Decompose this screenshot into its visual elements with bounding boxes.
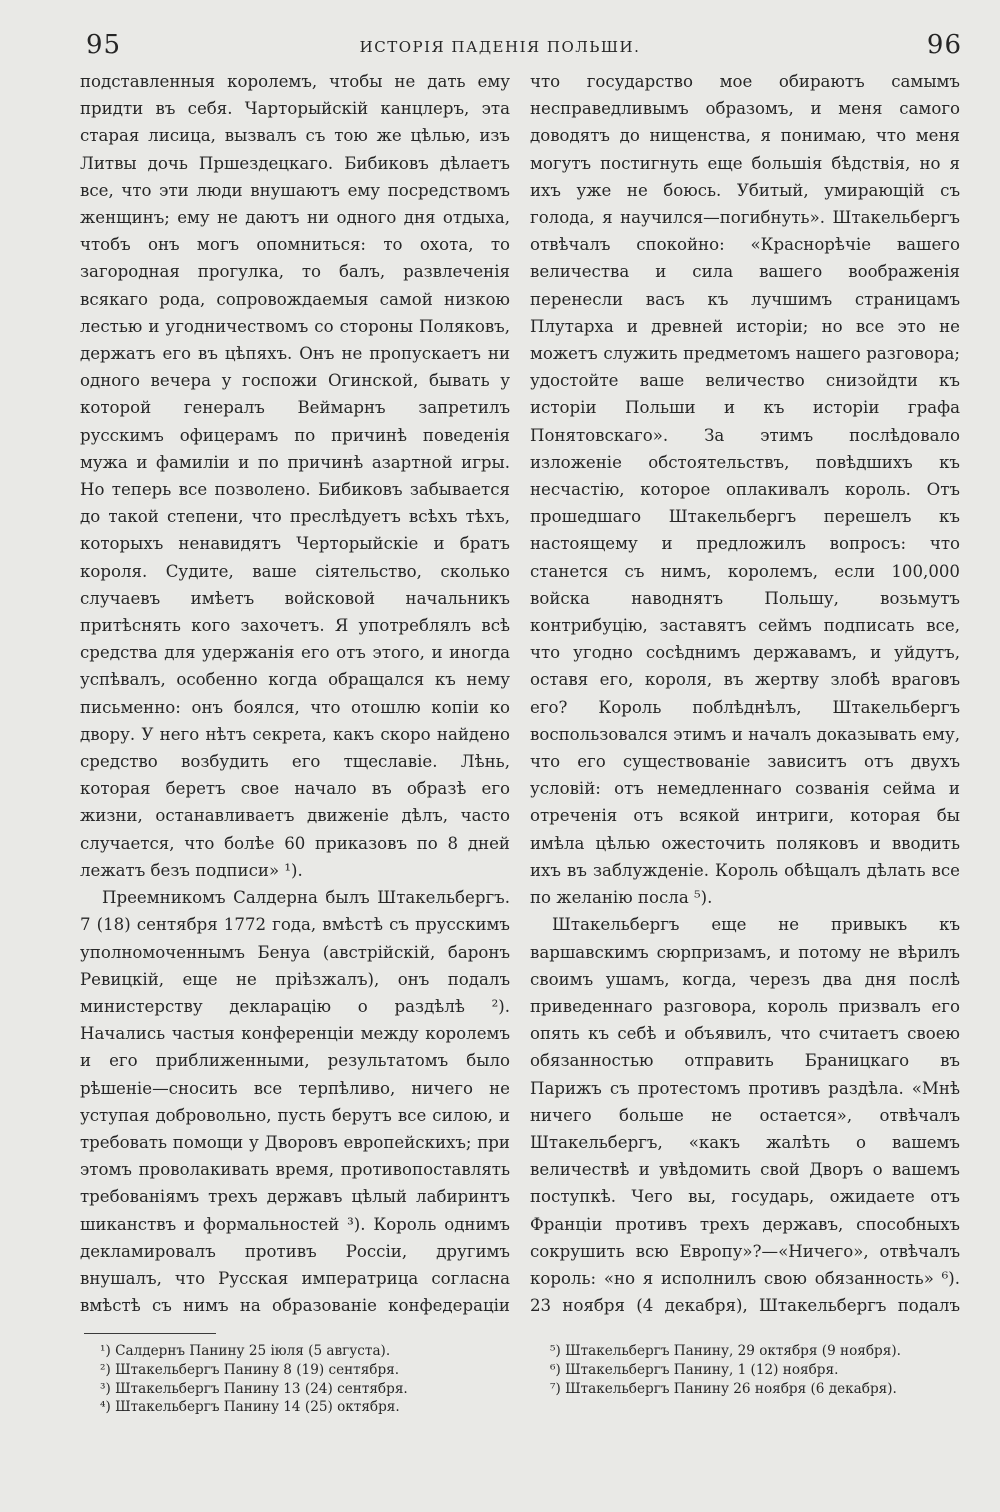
page-number-right: 96	[926, 30, 962, 60]
right-column-body	[530, 68, 960, 1323]
footnote: ⁶) Штакельбергъ Панину, 1 (12) ноября.	[550, 1361, 839, 1378]
paragraph: Штакельбергъ еще не привыкъ къ варшавскимъ сюрпризамъ, и потому не вѣрилъ своимъ ушамъ, когда, черезъ два дня послѣ приведеннаго разговора, король призвалъ его опять къ себѣ и объявилъ, что считаетъ своею обязанностью отправить Браницкаго въ Парижъ съ протестомъ противъ раздѣла. «Мнѣ ничего больше не остается», отвѣчалъ Штакельбергъ, «какъ жалѣть о вашемъ величествѣ и увѣдомить свой Дворъ о вашемъ поступкѣ. Чего вы, государь, ожидаете отъ Франціи противъ трехъ державъ, способныхъ сокрушить всю Европу»?—«Ничего», отвѣчалъ король: «но я исполнилъ свою обязанность» ⁶). 23 ноября (4 декабря), Штакельбергъ подалъ	[530, 915, 960, 1316]
page-number-left: 95	[86, 30, 122, 60]
footnotes-left	[80, 1342, 510, 1417]
footnote: ⁷) Штакельбергъ Панину 26 ноября (6 декабря).	[550, 1380, 897, 1397]
footnote: ⁵) Штакельбергъ Панину, 29 октября (9 ноября).	[550, 1343, 901, 1359]
footnote: ⁴) Штакельбергъ Панину 14 (25) октября.	[100, 1399, 400, 1416]
left-column-body	[80, 68, 510, 1323]
paragraph: что государство мое обираютъ самымъ несправедливымъ образомъ, и меня самого доводятъ до нищенства, я понимаю, что меня могутъ постигнуть еще большія бѣдствія, но я ихъ уже не боюсь. Убитый, умирающій съ голода, я научился—погибнуть». Штакельбергъ отвѣчалъ спокойно: «Краснорѣчіе вашего величества и сила вашего воображенія перенесли васъ къ лучшимъ страницамъ Плутарха и древней исторіи; но все это не можетъ служить предметомъ нашего разговора; удостойте ваше величество снизойдти къ исторіи Польши и къ исторіи графа Понятовскаго». За этимъ послѣдовало изложеніе обстоятельствъ, повѣдшихъ къ несчастію, которое оплакивалъ король. Отъ прошедшаго Штакельбергъ перешелъ къ настоящему и предложилъ вопросъ: что станется съ нимъ, королемъ, если 100,000 войска наводнятъ Польшу, возьмутъ контрибуцію, заставятъ сеймъ подписать все, что угодно сосѣднимъ державамъ, и уйдутъ, оставя его, короля, въ жертву злобѣ враговъ его? Король поблѣднѣлъ, Штакельбергъ воспользовался этимъ и началъ доказывать ему, что его существованіе зависитъ отъ двухъ условій: отъ немедленнаго созванія сейма и отреченія отъ всякой интриги, которая бы имѣла цѣлью ожесточить поляковъ и вводить ихъ въ заблужденіе. Король обѣщалъ дѣлать все по желанію посла ⁵).	[530, 72, 960, 908]
footnote: ¹) Салдернъ Панину 25 іюля (5 августа).	[100, 1343, 391, 1359]
running-head: ИСТОРІЯ ПАДЕНІЯ ПОЛЬШИ.	[359, 38, 641, 56]
left-column	[80, 68, 510, 1508]
footnote-spacer	[530, 1323, 960, 1342]
footnote-rule	[84, 1333, 216, 1334]
paragraph: подставленныя королемъ, чтобы не дать ему придти въ себя. Чарторыйскій канцлеръ, эта старая лисица, вызвалъ съ тою же цѣлью, изъ Литвы дочь Пршездецкаго. Бибиковъ дѣлаетъ все, что эти люди внушаютъ ему посредствомъ женщинъ; ему не даютъ ни одного дня отдыха, чтобъ онъ могъ опомниться: то охота, то загородная прогулка, то балъ, развлеченія всякаго рода, сопровождаемыя самой низкою лестью и угодничествомъ со стороны Поляковъ, держатъ его въ цѣпяхъ. Онъ не пропускаетъ ни одного вечера у госпожи Огинской, бывать у которой генералъ Веймарнъ запретилъ русскимъ офицерамъ по причинѣ поведенія мужа и фамиліи и по причинѣ азартной игры. Но теперь все позволено. Бибиковъ забывается до такой степени, что преслѣдуетъ всѣхъ тѣхъ, которыхъ ненавидятъ Черторыйскіе и братъ короля. Судите, ваше сіятельство, сколько случаевъ имѣетъ войсковой начальникъ притѣснять кого захочетъ. Я употреблялъ всѣ средства для удержанія его отъ этого, и иногда успѣвалъ, особенно когда обращался къ нему письменно: онъ боялся, что отошлю копіи ко двору. У него нѣтъ секрета, какъ скоро найдено средство возбудить его тщеславіе. Лѣнь, которая беретъ свое начало въ образѣ его жизни, останавливаетъ движеніе дѣлъ, часто случается, что болѣе 60 приказовъ по 8 дней лежатъ безъ подписи» ¹).	[80, 72, 510, 880]
paragraph: Преемникомъ Салдерна былъ Штакельбергъ. 7 (18) сентября 1772 года, вмѣстѣ съ прусскимъ уполномоченнымъ Бенуа (австрійскій, баронъ Ревицкій, еще не пріѣзжалъ), онъ подалъ министерству декларацію о раздѣлѣ ²). Начались частыя конференціи между королемъ и его приближенными, результатомъ было рѣшеніе—сносить все терпѣливо, ничего не уступая добровольно, пусть берутъ все силою, и требовать помощи у Дворовъ европейскихъ; при этомъ проволакивать время, противопоставлять требованіямъ трехъ державъ цѣлый лабиринтъ шиканствъ и формальностей ³). Король однимъ декламировалъ противъ Россіи, другимъ внушалъ, что Русская императрица согласна вмѣстѣ съ нимъ на образованіе конфедераціи	[80, 888, 510, 1316]
footnotes-right	[530, 1342, 960, 1398]
right-column	[530, 68, 960, 1508]
footnote: ³) Штакельбергъ Панину 13 (24) сентября.	[100, 1380, 408, 1397]
footnote: ²) Штакельбергъ Панину 8 (19) сентября.	[100, 1361, 400, 1378]
